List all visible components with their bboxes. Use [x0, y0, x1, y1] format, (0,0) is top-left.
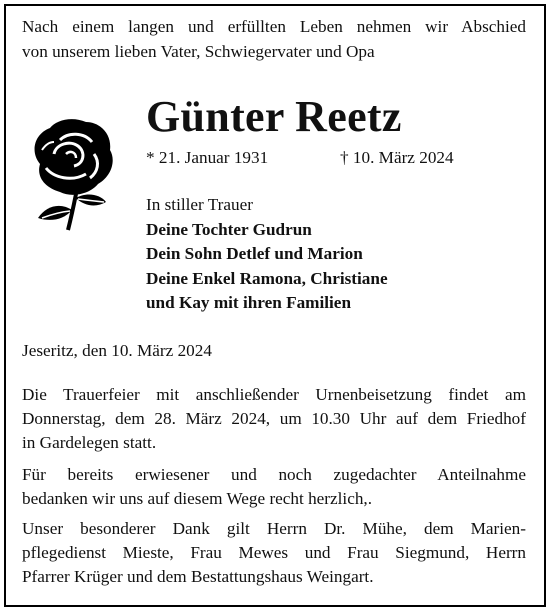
funeral-line: Donnerstag, dem 28. März 2024, um 10.30 Uhr auf dem Friedhof: [22, 408, 526, 428]
thanks-paragraph: [22, 463, 526, 511]
intro-line-1: Nach einem langen und erfüllten Leben nehmen wir Abschied: [22, 17, 526, 36]
mourner-line: und Kay mit ihren Familien: [146, 293, 351, 312]
thanks-line: bedanken wir uns auf diesem Wege recht herzlich,.: [22, 488, 373, 508]
mourners-block: [146, 193, 388, 316]
gratitude-line: pflegedienst Mieste, Frau Mewes und Frau Siegmund, Herrn: [22, 542, 526, 562]
intro-text: [22, 14, 526, 64]
thanks-line: Für bereits erwiesener und noch zugedachter Anteilnahme: [22, 465, 526, 484]
gratitude-line: Pfarrer Krüger und dem Bestattungshaus Weingart.: [22, 566, 374, 586]
death-date: † 10. März 2024: [340, 148, 454, 167]
funeral-line: in Gardelegen statt.: [22, 432, 157, 452]
life-dates: [146, 146, 454, 170]
funeral-paragraph: [22, 383, 526, 454]
mourners-header: In stiller Trauer: [146, 195, 253, 214]
funeral-line: Die Trauerfeier mit anschließender Urnenbeisetzung findet am: [22, 385, 526, 404]
birth-date: * 21. Januar 1931: [146, 148, 269, 167]
gratitude-line: Unser besonderer Dank gilt Herrn Dr. Mühe, dem Marien-: [22, 519, 526, 538]
deceased-name: Günter Reetz: [146, 92, 402, 141]
mourner-line: Deine Tochter Gudrun: [146, 219, 312, 239]
intro-line-2: von unserem lieben Vater, Schwiegervater und Opa: [22, 42, 375, 61]
mourner-line: Dein Sohn Detlef und Marion: [146, 244, 363, 263]
place-and-date: Jeseritz, den 10. März 2024: [22, 341, 212, 360]
mourner-line: Deine Enkel Ramona, Christiane: [146, 268, 388, 288]
gratitude-paragraph: [22, 517, 526, 588]
rose-icon: [20, 114, 126, 232]
